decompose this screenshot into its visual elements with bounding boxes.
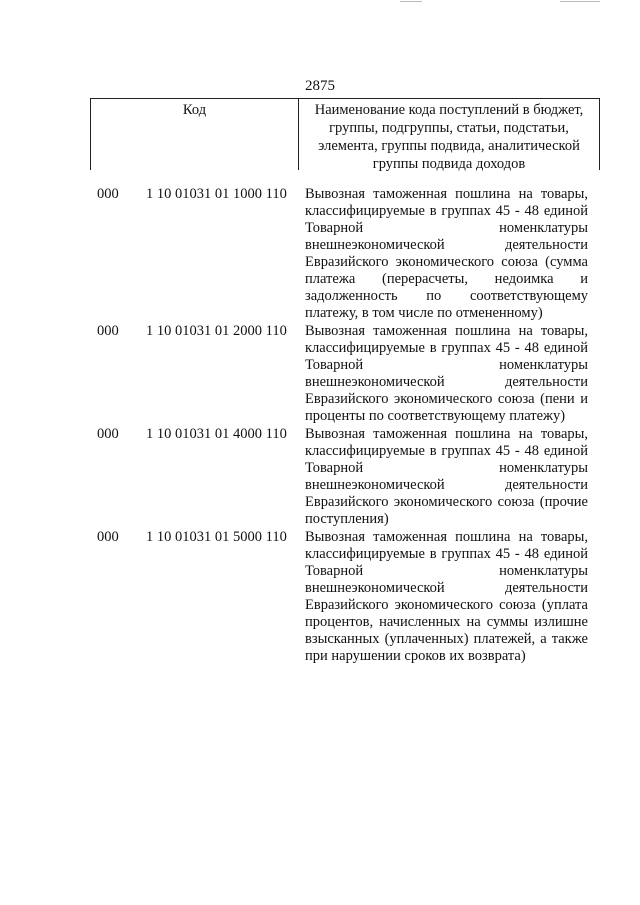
- header-code-column: Код: [91, 99, 299, 170]
- table-row: [0, 186, 640, 323]
- revenue-name-line: задолженность по соответствующему: [305, 288, 588, 304]
- revenue-code: 1 10 01031 01 4000 110: [146, 426, 287, 442]
- revenue-name-line: Вывозная таможенная пошлина на товары,: [305, 426, 588, 442]
- header-name-line: элемента, группы подвида, аналитической: [318, 138, 580, 154]
- revenue-name-line: внешнеэкономической деятельности: [305, 374, 588, 390]
- revenue-name-line: классифицируемые в группах 45 - 48 единой: [305, 546, 588, 562]
- revenue-code: 1 10 01031 01 1000 110: [146, 186, 287, 202]
- revenue-name-line: классифицируемые в группах 45 - 48 единой: [305, 203, 588, 219]
- revenue-name-line: поступления): [305, 511, 389, 527]
- revenue-code: 1 10 01031 01 2000 110: [146, 323, 287, 339]
- revenue-name-line: внешнеэкономической деятельности: [305, 477, 588, 493]
- revenue-name-line: Вывозная таможенная пошлина на товары,: [305, 529, 588, 545]
- admin-code: 000: [97, 323, 119, 339]
- revenue-name-line: классифицируемые в группах 45 - 48 единой: [305, 443, 588, 459]
- table-header: [90, 98, 600, 170]
- header-name-column: [299, 99, 599, 170]
- revenue-name-line: Вывозная таможенная пошлина на товары,: [305, 323, 588, 339]
- admin-code: 000: [97, 426, 119, 442]
- revenue-name-line: платежа (перерасчеты, недоимка и: [305, 271, 588, 287]
- table-row: [0, 529, 640, 666]
- revenue-name-line: Евразийского экономического союза (сумма: [305, 254, 588, 270]
- revenue-name-line: взысканных (уплаченных) платежей, а также: [305, 631, 588, 647]
- revenue-name-line: Вывозная таможенная пошлина на товары,: [305, 186, 588, 202]
- page-number: 2875: [305, 78, 335, 94]
- revenue-name-line: Товарной номенклатуры: [305, 220, 588, 236]
- revenue-name-line: при нарушении сроков их возврата): [305, 648, 526, 664]
- admin-code: 000: [97, 186, 119, 202]
- revenue-name-line: классифицируемые в группах 45 - 48 единой: [305, 340, 588, 356]
- revenue-name-line: внешнеэкономической деятельности: [305, 580, 588, 596]
- revenue-name: [305, 186, 588, 323]
- revenue-name-line: внешнеэкономической деятельности: [305, 237, 588, 253]
- header-name-line: группы, подгруппы, статьи, подстатьи,: [329, 120, 569, 136]
- revenue-name-line: платежу, в том числе по отмененному): [305, 305, 543, 321]
- header-name-line: Наименование кода поступлений в бюджет,: [314, 102, 584, 118]
- revenue-name: [305, 323, 588, 426]
- table-row: [0, 426, 640, 529]
- revenue-name-line: процентов, начисленных на суммы излишне: [305, 614, 588, 630]
- revenue-name-line: проценты по соответствующему платежу): [305, 408, 566, 424]
- header-name-line: группы подвида доходов: [372, 156, 526, 172]
- revenue-name-line: Евразийского экономического союза (уплата: [305, 597, 588, 613]
- table-body: [0, 186, 640, 666]
- revenue-name-line: Евразийского экономического союза (прочие: [305, 494, 588, 510]
- revenue-name: [305, 529, 588, 666]
- revenue-name-line: Товарной номенклатуры: [305, 357, 588, 373]
- revenue-name-line: Евразийского экономического союза (пени и: [305, 391, 588, 407]
- admin-code: 000: [97, 529, 119, 545]
- revenue-code: 1 10 01031 01 5000 110: [146, 529, 287, 545]
- table-row: [0, 323, 640, 426]
- revenue-name: [305, 426, 588, 529]
- revenue-name-line: Товарной номенклатуры: [305, 460, 588, 476]
- scan-edge-marks: [0, 0, 640, 4]
- revenue-name-line: Товарной номенклатуры: [305, 563, 588, 579]
